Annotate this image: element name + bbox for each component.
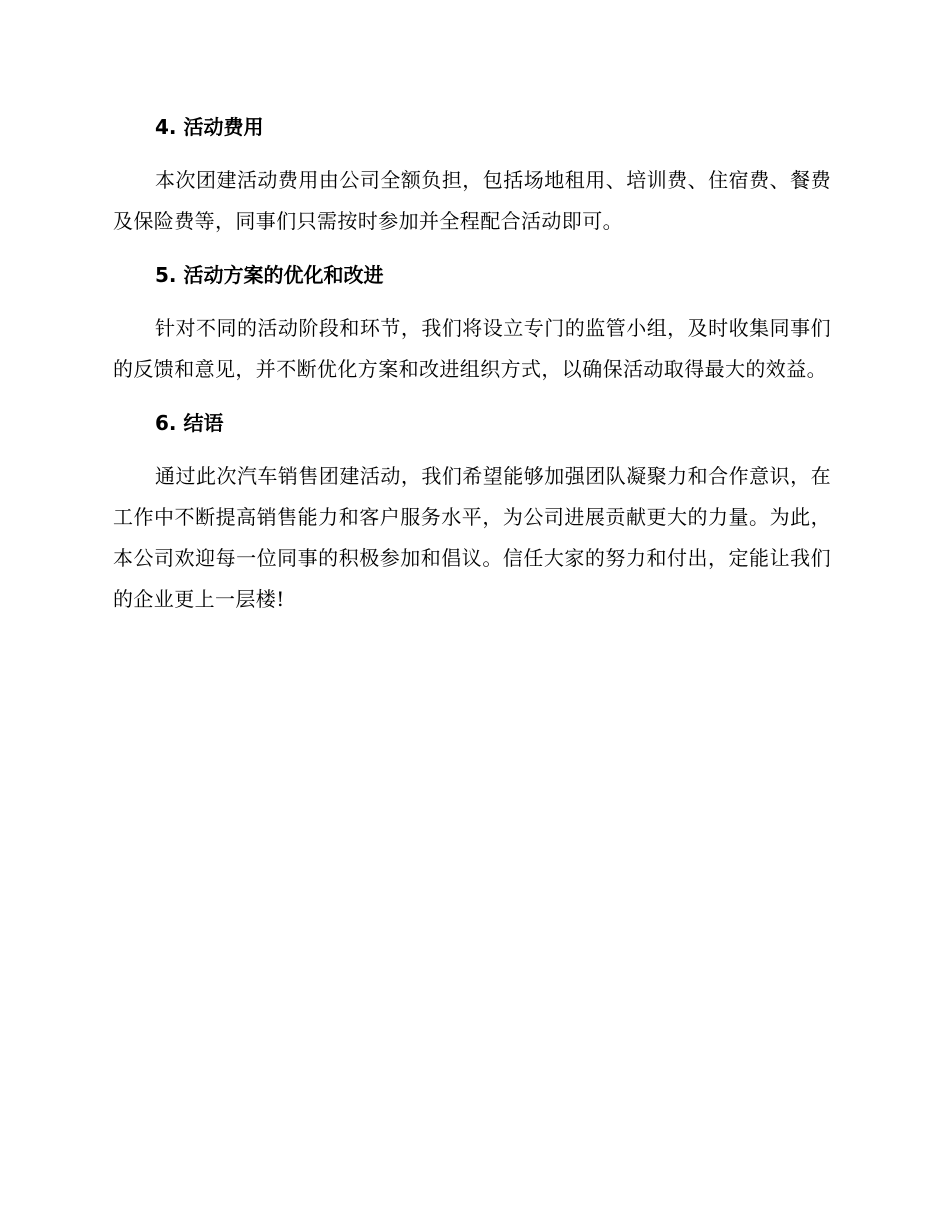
section-heading: 5. 活动方案的优化和改进 [155, 263, 384, 287]
section-plan-optimization [113, 256, 831, 390]
section-conclusion [113, 404, 831, 620]
section-paragraph: 本次团建活动费用由公司全额负担，包括场地租用、培训费、住宿费、餐费及保险费等，同事们只需按时参加并全程配合活动即可。 [113, 168, 831, 233]
document-body [113, 108, 831, 634]
section-paragraph: 针对不同的活动阶段和环节，我们将设立专门的监管小组，及时收集同事们的反馈和意见，并不断优化方案和改进组织方式，以确保活动取得最大的效益。 [113, 316, 831, 381]
section-heading: 4. 活动费用 [155, 115, 264, 139]
section-heading: 6. 结语 [155, 411, 224, 435]
section-activity-cost [113, 108, 831, 242]
section-paragraph: 通过此次汽车销售团建活动，我们希望能够加强团队凝聚力和合作意识，在工作中不断提高销售能力和客户服务水平，为公司进展贡献更大的力量。为此，本公司欢迎每一位同事的积极参加和倡议。信任大家的努力和付出，定能让我们的企业更上一层楼! [113, 464, 831, 611]
